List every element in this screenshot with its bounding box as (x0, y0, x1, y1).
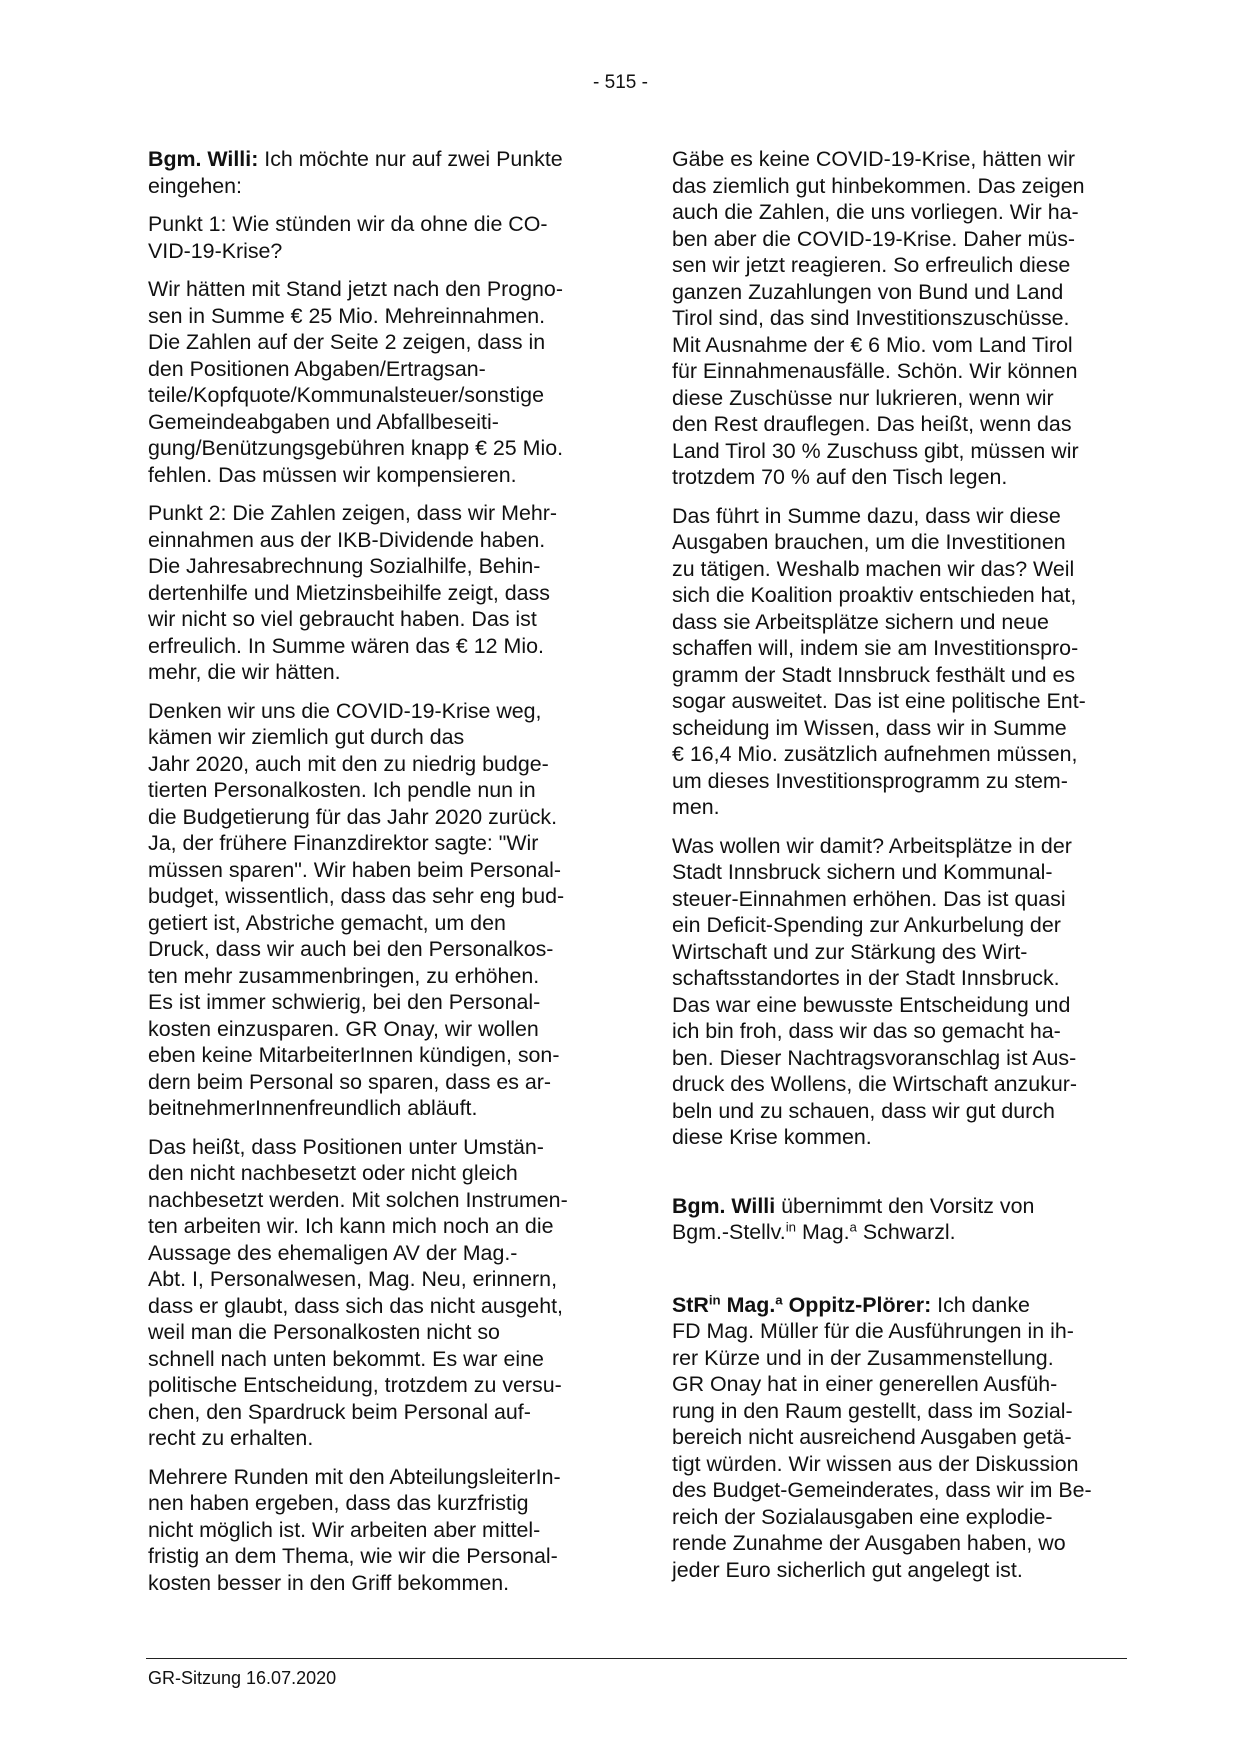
left-column (148, 146, 598, 1608)
paragraph-text: Ich möchte nur auf zwei Punkte eingehen: (148, 147, 563, 198)
speaker-name: Bgm. Willi (672, 1193, 776, 1218)
paragraph-text: Mag. (796, 1220, 850, 1244)
paragraph-ohne-krise: Gäbe es keine COVID-19-Krise, hätten wir das ziemlich gut hinbekommen. Das zeigen auch die Zahlen, die uns vorliegen. Wir ha- ben aber die COVID-19-Krise. Daher müs- sen wir jetzt reagieren. So erfreulich diese ganzen Zuzahlungen von Bund und Land Tirol sind, das sind Investitionszuschüsse. Mit Ausnahme der € 6 Mio. vom Land Tirol für Einnahmenausfälle. Schön. Wir können diese Zuschüsse nur lukrieren, wenn wir den Rest drauflegen. Das heißt, wenn das Land Tirol 30 % Zuschuss gibt, müssen wir trotzdem 70 % auf den Tisch legen. (672, 147, 1085, 489)
right-column (672, 146, 1122, 1595)
paragraph-text: übernimmt den Vorsitz von Bgm.-Stellv. (672, 1193, 1035, 1244)
paragraph-text: Ich danke FD Mag. Müller für die Ausführungen in ih- rer Kürze und in der Zusammenstellung. GR Onay hat in einer generellen Ausfüh- rung in den Raum gestellt, dass im Sozial- bereich nicht ausreichend Ausgaben getä- tigt würden. Wir wissen aus der Diskussion des Budget-Gemeinderates, dass wir im Be- reich der Sozialausgaben eine explodie- rende Zunahme der Ausgaben haben, wo jeder Euro sicherlich gut angelegt ist. (672, 1292, 1092, 1582)
paragraph-positionen: Das heißt, dass Positionen unter Umstän- den nicht nachbesetzt oder nicht gleich nachbesetzt werden. Mit solchen Instrumen- ten arbeiten wir. Ich kann mich noch an die Aussage des ehemaligen AV der Mag.- Abt. I, Personalwesen, Mag. Neu, erinnern, dass er glaubt, dass sich das nicht ausgeht, weil man die Personalkosten nicht so schnell nach unten bekommt. Es war eine politische Entscheidung, trotzdem zu versu- chen, den Spardruck beim Personal auf- recht zu erhalten. (148, 1134, 568, 1450)
superscript: a (775, 1292, 783, 1308)
paragraph-covid-weg: Denken wir uns die COVID-19-Krise weg, kämen wir ziemlich gut durch das Jahr 2020, auch mit den zu niedrig budge- tierten Personalkosten. Ich pendle nun in die Budgetierung für das Jahr 2020 zurück. Ja, der frühere Finanzdirektor sagte: "Wir müssen sparen". Wir haben beim Personal- budget, wissentlich, dass das sehr eng bud- getiert ist, Abstriche gemacht, um den Druck, dass wir auch bei den Personalkos- ten mehr zusammenbringen, zu erhöhen. Es ist immer schwierig, bei den Personal- kosten einzusparen. GR Onay, wir wollen eben keine MitarbeiterInnen kündigen, son- dern beim Personal so sparen, dass es ar- beitnehmerInnenfreundlich abläuft. (148, 698, 565, 1120)
paragraph-mehreinnahmen: Wir hätten mit Stand jetzt nach den Progno- sen in Summe € 25 Mio. Mehreinnahmen. Die Zahlen auf der Seite 2 zeigen, dass in den Positionen Abgaben/Ertragsan- teile/Kopfquote/Kommunalsteuer/sonstige Gemeindeabgaben und Abfallbeseiti- gung/Benützungsgebühren knapp € 25 Mio. fehlen. Das müssen wir kompensieren. (148, 277, 564, 487)
footer-session-date: GR-Sitzung 16.07.2020 (148, 1668, 337, 1688)
speaker-title: StR (672, 1292, 709, 1317)
speaker-title: Mag. (720, 1292, 776, 1317)
speaker-surname: Oppitz-Plörer: (782, 1292, 932, 1317)
paragraph-arbeitsplaetze: Was wollen wir damit? Arbeitsplätze in der Stadt Innsbruck sichern und Kommunal- steuer-Einnahmen erhöhen. Das ist quasi ein Deficit-Spending zur Ankurbelung der Wirtschaft und zur Stärkung des Wirt- schaftsstandortes in der Stadt Innsbruck. Das war eine bewusste Entscheidung und ich bin froh, dass wir das so gemacht ha- ben. Dieser Nachtragsvoranschlag ist Aus- druck des Wollens, die Wirtschaft anzukur- beln und zu schauen, dass wir gut durch diese Krise kommen. (672, 833, 1077, 1149)
page-number: - 515 - (593, 72, 648, 93)
paragraph-punkt-2: Punkt 2: Die Zahlen zeigen, dass wir Mehr- einnahmen aus der IKB-Dividende haben. Die Jahresabrechnung Sozialhilfe, Behin- dertenhilfe und Mietzinsbeihilfe zeigt, dass wir nicht so viel gebraucht haben. Das ist erfreulich. In Summe wären das € 12 Mio. mehr, die wir hätten. (148, 501, 557, 684)
speaker-name (672, 1293, 931, 1317)
paragraph-abteilungsleiter: Mehrere Runden mit den AbteilungsleiterIn- nen haben ergeben, dass das kurzfristig nicht möglich ist. Wir arbeiten aber mittel- fristig an dem Thema, wie wir die Personal- kosten besser in den Griff bekommen. (148, 1464, 561, 1595)
superscript: in (708, 1292, 721, 1308)
speaker-name: Bgm. Willi: (148, 147, 259, 171)
paragraph-oppitz-ploerer (672, 1292, 1122, 1584)
superscript: a (849, 1219, 857, 1235)
paragraph-willi-intro (148, 146, 598, 199)
paragraph-text: Schwarzl. (856, 1220, 956, 1244)
paragraph-punkt-1: Punkt 1: Wie stünden wir da ohne die CO- VID-19-Krise? (148, 212, 548, 263)
paragraph-vorsitz (672, 1193, 1122, 1246)
paragraph-investitionen: Das führt in Summe dazu, dass wir diese Ausgaben brauchen, um die Investitionen zu tätigen. Weshalb machen wir das? Weil sich die Koalition proaktiv entschieden hat, dass sie Arbeitsplätze sichern und neue schaffen will, indem sie am Investitionspro- gramm der Stadt Innsbruck festhält und es sogar ausweitet. Das ist eine politische Ent- scheidung im Wissen, dass wir in Summe € 16,4 Mio. zusätzlich aufnehmen müssen, um dieses Investitionsprogramm zu stem- men. (672, 503, 1086, 819)
superscript: in (785, 1219, 797, 1235)
footer-divider (146, 1658, 1127, 1659)
